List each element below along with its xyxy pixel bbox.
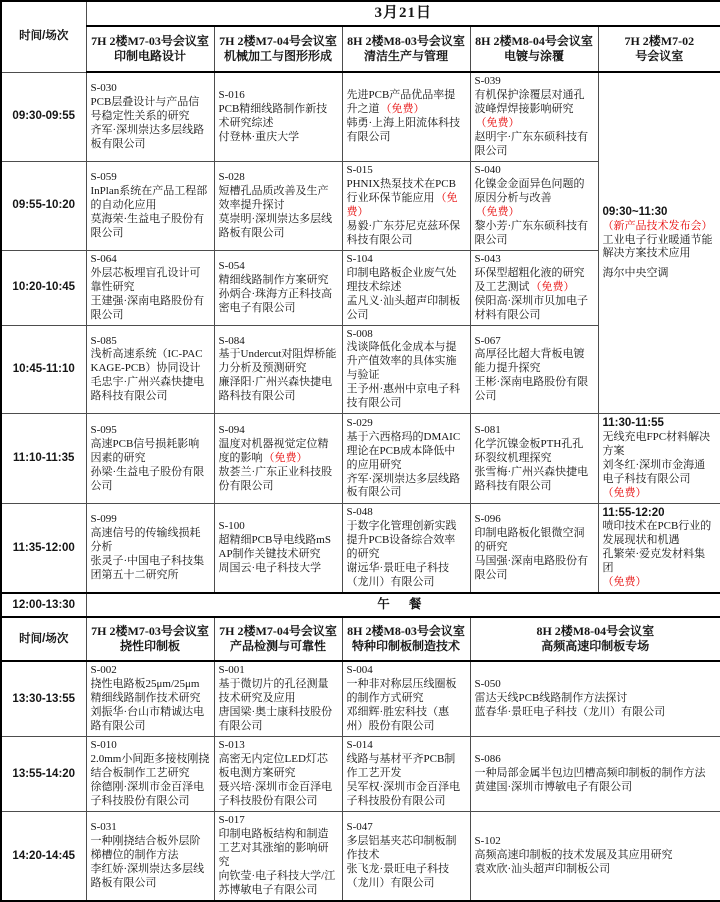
session-cell (470, 250, 598, 325)
session-code: S-015 (346, 163, 373, 176)
free-label: （免费） (263, 451, 308, 464)
session-code: S-010 (90, 739, 117, 752)
session-speaker: 张飞龙·景旺电子科技（龙川）有限公司 (346, 862, 450, 889)
session-speaker: 敖荟兰·广东正业科技股份有限公司 (218, 465, 333, 492)
session-title: 一种局部金属半包边凹槽高频印制板的制作方法 (474, 766, 706, 779)
lunch-label: 午 餐 (86, 593, 720, 617)
session-speaker: 聂兴培·深圳市金百泽电子科技股份有限公司 (218, 780, 333, 807)
session-title-line (475, 767, 717, 781)
session-title: 基于六西格玛的DMAIC理论在PCB成本降低中的应用研究 (346, 430, 461, 471)
session-code: S-084 (218, 334, 245, 347)
session-title-line (347, 753, 466, 781)
session-title: PHNIX热泵技术在PCB行业环保节能应用 (346, 177, 456, 204)
session-speaker: 蓝春华·景旺电子科技（龙川）有限公司 (474, 706, 666, 719)
session-cell (214, 503, 342, 593)
session-speaker: 王予州·惠州中京电子科技有限公司 (346, 383, 461, 410)
schedule-row (1, 72, 720, 161)
session-code: S-008 (346, 327, 373, 340)
session-title-line (91, 678, 210, 706)
session-title: 2.0mm小间距多接枝刚挠结合板制作工艺研究 (90, 753, 210, 779)
session-title-line (347, 178, 466, 220)
session-title-line (219, 678, 338, 706)
session-title: 线路与基材平齐PCB制作工艺开发 (346, 753, 456, 779)
session-code: S-031 (90, 820, 117, 833)
time-axis-header: 时间/场次 (1, 1, 86, 72)
slot-speaker: 孔繁荣·爱克发材料集团 (602, 548, 706, 575)
session-code: S-048 (346, 506, 373, 519)
free-label: （免费） (602, 486, 647, 499)
session-title-line (347, 835, 466, 863)
launch-time: 09:30~11:30 (602, 205, 668, 218)
session-title: 浅谈降低化金成本与提升产值效率的具体实施与验证 (346, 341, 457, 382)
session-title-line (91, 438, 210, 466)
session-title-line (347, 341, 466, 383)
schedule-row (1, 811, 720, 900)
session-code: S-104 (346, 252, 373, 265)
session-title: 多层铝基夹芯印制板制作技术 (346, 834, 457, 861)
special-slot-cell (598, 503, 720, 593)
session-cell (342, 503, 470, 593)
session-title: 高频高速印制板的技术发展及其应用研究 (474, 848, 673, 861)
schedule-row (1, 503, 720, 593)
session-title-line (91, 527, 210, 555)
session-cell (470, 161, 598, 250)
room-header-line1: 8H 2楼M8-04号会议室 (536, 623, 655, 638)
session-code: S-029 (346, 416, 373, 429)
session-code: S-017 (218, 813, 245, 826)
session-title-line (475, 178, 594, 220)
free-label: （免费） (602, 576, 647, 589)
session-title: 短槽孔品质改善及生产效率提升探讨 (218, 184, 329, 211)
session-speaker: 莫崇明·深圳崇达多层线路板有限公司 (218, 212, 333, 239)
session-cell (470, 72, 598, 161)
session-cell (86, 250, 214, 325)
session-title-line (347, 520, 466, 562)
room-header-m8-03 (342, 26, 470, 72)
session-code: S-004 (346, 664, 373, 677)
session-code: S-030 (90, 82, 117, 95)
slot-speaker: 刘冬红·深圳市金海通电子科技有限公司 (602, 458, 706, 485)
room-header-line1: 7H 2楼M7-04号会议室 (219, 623, 337, 638)
session-title: 浅析高速系统（IC-PACKAGE-PCB）协同设计 (90, 348, 203, 375)
session-speaker: 孙梁·生益电子股份有限公司 (90, 465, 205, 492)
slot-time: 11:30-11:55 (602, 417, 664, 430)
product-launch-cell (598, 72, 720, 414)
session-title: 挠性电路板25μm/25μm精细线路制作技术研究 (90, 678, 201, 705)
session-cell (470, 503, 598, 593)
session-speaker: 张雪梅·广州兴森快捷电路科技有限公司 (474, 465, 589, 492)
room-header-line1: 7H 2楼M7-03号会议室 (91, 33, 209, 48)
session-title: 精细线路制作方案研究 (218, 273, 329, 286)
session-speaker: 王建强·深南电路股份有限公司 (90, 294, 205, 321)
session-cell (470, 811, 720, 900)
session-cell (342, 737, 470, 812)
session-code: S-086 (474, 753, 501, 766)
time-slot: 10:45-11:10 (1, 325, 86, 414)
room-topic: 高频高速印制板专场 (541, 639, 650, 654)
date-title-row (1, 1, 720, 26)
free-label: （免费） (346, 191, 458, 218)
session-cell (214, 737, 342, 812)
session-title: 高速PCB信号损耗影响因素的研究 (90, 437, 200, 464)
session-speaker: 韩勇·上海上阳流体科技有限公司 (346, 116, 461, 143)
session-speaker: 吴军权·深圳市金百泽电子科技股份有限公司 (346, 780, 461, 807)
time-slot: 14:20-14:45 (1, 811, 86, 900)
room-topic: 电镀与涂覆 (503, 49, 564, 64)
session-speaker: 邓细辉·胜宏科技（惠州）股份有限公司 (346, 706, 450, 733)
morning-header-row (1, 26, 720, 72)
session-speaker: 齐军·深圳崇达多层线路板有限公司 (90, 123, 205, 150)
session-title: 化学沉镍金板PTH孔孔环裂纹机理探究 (474, 437, 584, 464)
session-speaker: 廉泽阳·广州兴森快捷电路科技有限公司 (218, 376, 333, 403)
session-title: PCB精细线路制作新技术研究综述 (218, 102, 328, 129)
session-title-line (91, 835, 210, 863)
session-cell (342, 250, 470, 325)
session-cell (214, 325, 342, 414)
slot-title: 喷印技术在PCB行业的发展现状和机遇 (602, 520, 712, 547)
room-topic: 产品检测与可靠性 (229, 639, 326, 654)
session-speaker: 向钦莹·电子科技大学/江苏博敏电子有限公司 (218, 869, 336, 896)
room-header-m7-04-pm (214, 617, 342, 661)
room-header-m8-03-pm (342, 617, 470, 661)
session-title-line (91, 96, 210, 124)
session-cell (214, 811, 342, 900)
session-title-line (219, 828, 338, 870)
session-speaker: 马国强·深南电路股份有限公司 (474, 554, 589, 581)
session-title-line (91, 185, 210, 213)
session-speaker: 孙炳合·珠海方正科技高密电子有限公司 (218, 287, 333, 314)
session-code: S-039 (474, 75, 501, 88)
free-label: （免费） (475, 116, 520, 129)
session-cell (214, 161, 342, 250)
room-topic: 特种印制板制造技术 (351, 639, 460, 654)
session-cell (470, 325, 598, 414)
session-code: S-014 (346, 739, 373, 752)
session-speaker: 唐国梁·奥士康科技股份有限公司 (218, 706, 333, 733)
session-cell (342, 661, 470, 736)
session-code: S-001 (218, 664, 245, 677)
time-slot: 11:10-11:35 (1, 414, 86, 503)
session-code: S-081 (474, 423, 501, 436)
session-code: S-016 (218, 89, 245, 102)
session-title-line (219, 103, 338, 131)
session-speaker: 付登林·重庆大学 (218, 130, 300, 143)
slot-time: 11:55-12:20 (602, 506, 665, 519)
session-title: 温度对机器视觉定位精度的影响 (218, 437, 329, 464)
session-code: S-096 (474, 513, 501, 526)
time-slot: 09:30-09:55 (1, 72, 86, 161)
session-speaker: 毛忠宇·广州兴森快捷电路科技有限公司 (90, 376, 205, 403)
session-title-line (347, 267, 466, 295)
room-header-line1: 7H 2楼M7-04号会议室 (219, 33, 337, 48)
session-cell (86, 503, 214, 593)
session-cell (214, 250, 342, 325)
session-title: 基于微切片的孔径测量技术研究及应用 (218, 678, 329, 705)
session-speaker: 周国云·电子科技大学 (218, 561, 322, 574)
session-title: 印制电路板企业废气处理技术综述 (346, 266, 457, 293)
session-code: S-095 (90, 423, 117, 436)
session-title-line (347, 431, 466, 473)
time-slot: 13:55-14:20 (1, 737, 86, 812)
session-title-line (91, 267, 210, 295)
session-speaker: 张灵子·中国电子科技集团第五十二研究所 (90, 554, 205, 581)
session-cell (214, 661, 342, 736)
room-header-m8-04 (470, 26, 598, 72)
session-cell (342, 161, 470, 250)
session-title: 超精细PCB导电线路mSAP制作关键技术研究 (218, 534, 331, 560)
session-title: 环保型超粗化液的研究及工艺测试 (474, 266, 585, 293)
session-title-line (219, 348, 338, 376)
session-title-line (347, 89, 466, 117)
time-axis-header: 时间/场次 (1, 617, 86, 661)
session-cell (342, 811, 470, 900)
session-code: S-054 (218, 259, 245, 272)
session-title-line (91, 348, 210, 376)
session-title: 印制电路板化银微空洞的研究 (474, 527, 585, 553)
session-code: S-028 (218, 170, 245, 183)
session-cell (342, 325, 470, 414)
session-title: 高速信号的传输线损耗分析 (90, 527, 201, 553)
session-code: S-099 (90, 513, 117, 526)
date-title: 3月21日 (86, 1, 720, 26)
session-title-line (475, 849, 717, 863)
session-title-line (475, 692, 717, 706)
room-topic: 挠性印制板 (119, 639, 180, 654)
session-speaker: 黄建国·深圳市博敏电子有限公司 (474, 780, 633, 793)
session-speaker: 刘振华·台山市精诚达电路有限公司 (90, 706, 205, 733)
room-header-line1: 8H 2楼M8-03号会议室 (347, 33, 465, 48)
session-title-line (475, 438, 594, 466)
launch-label: （新产品技术发布会） (602, 219, 713, 232)
session-title-line (475, 267, 594, 295)
schedule-row (1, 661, 720, 736)
room-header-m7-02 (598, 26, 720, 72)
session-title: 基于Undercut对阻焊桥能力分析及预测研究 (218, 348, 337, 375)
room-topic: 号会议室 (635, 49, 684, 64)
session-cell (86, 811, 214, 900)
afternoon-header-row (1, 617, 720, 661)
session-title: 高密无内定位LED灯芯板电测方案研究 (218, 753, 328, 779)
session-cell (342, 414, 470, 503)
session-title: 有机保护涂覆层对通孔波峰焊焊接影响研究 (474, 89, 585, 115)
room-header-m7-03-pm (86, 617, 214, 661)
free-label: （免费） (475, 205, 520, 218)
session-title-line (219, 438, 338, 466)
room-header-line1: 7H 2楼M7-02 (624, 33, 695, 48)
session-title: 先进PCB产品优品率提升之道 (346, 89, 456, 115)
room-topic: 清洁生产与管理 (363, 49, 448, 64)
session-cell (470, 661, 720, 736)
session-title: InPlan系统在产品工程部的自动化应用 (90, 184, 208, 211)
session-speaker: 袁欢欣·汕头超声印制板公司 (474, 862, 611, 875)
session-code: S-067 (474, 334, 501, 347)
lunch-time: 12:00-13:30 (1, 593, 86, 617)
session-code: S-064 (90, 252, 117, 265)
room-header-line1: 8H 2楼M8-04号会议室 (475, 33, 593, 48)
session-title: 一种非对称层压线圈板的制作方式研究 (346, 678, 457, 705)
session-title-line (91, 753, 210, 781)
session-title-line (219, 534, 338, 562)
session-code: S-094 (218, 423, 245, 436)
session-cell (214, 72, 342, 161)
launch-org: 海尔中央空调 (602, 267, 669, 280)
session-code: S-059 (90, 170, 117, 183)
schedule-row (1, 737, 720, 812)
session-title-line (475, 89, 594, 131)
session-speaker: 易毅·广东芬尼克兹环保科技有限公司 (346, 219, 461, 246)
session-title-line (219, 185, 338, 213)
room-topic: 印制电路设计 (113, 49, 186, 64)
session-code: S-085 (90, 334, 117, 347)
special-slot-cell (598, 414, 720, 503)
session-title: 于数字化管理创新实践提升PCB设备综合效率的研究 (346, 520, 457, 560)
session-cell (86, 737, 214, 812)
session-speaker: 孟凡义·汕头超声印制板公司 (346, 294, 461, 321)
time-slot: 11:35-12:00 (1, 503, 86, 593)
lunch-row (1, 593, 720, 617)
session-code: S-043 (474, 252, 501, 265)
session-speaker: 谢远华·景旺电子科技（龙川）有限公司 (346, 561, 450, 588)
session-cell (86, 661, 214, 736)
session-cell (342, 72, 470, 161)
room-topic: 机械加工与图形形成 (223, 49, 332, 64)
session-code: S-013 (218, 739, 245, 752)
session-cell (214, 414, 342, 503)
session-title: PCB层叠设计与产品信号稳定性关系的研究 (90, 96, 200, 122)
session-title: 雷达天线PCB线路制作方法探讨 (474, 692, 628, 705)
session-speaker: 李红娇·深圳崇达多层线路板有限公司 (90, 862, 205, 889)
session-cell (86, 72, 214, 161)
slot-title: 无线充电FPC材料解决方案 (602, 430, 711, 457)
time-slot: 10:20-10:45 (1, 250, 86, 325)
schedule-row (1, 414, 720, 503)
session-cell (86, 325, 214, 414)
session-title: 一种刚挠结合板外层阶梯槽位的制作方法 (90, 834, 201, 861)
session-code: S-100 (218, 520, 245, 533)
session-title-line (475, 527, 594, 555)
room-header-m7-04 (214, 26, 342, 72)
session-speaker: 王彬·深南电路股份有限公司 (474, 376, 589, 403)
session-speaker: 莫海荣·生益电子股份有限公司 (90, 212, 205, 239)
launch-body: 工业电子行业暖通节能解决方案技术应用 (602, 233, 713, 260)
session-title: 化镍金金面异色问题的原因分析与改善 (474, 177, 585, 204)
session-code: S-002 (90, 664, 117, 677)
session-code: S-102 (474, 834, 501, 847)
session-cell (86, 161, 214, 250)
session-code: S-040 (474, 163, 501, 176)
session-title: 外层芯板埋盲孔设计可靠性研究 (90, 266, 201, 293)
room-header-line1: 7H 2楼M7-03号会议室 (91, 623, 209, 638)
session-code: S-047 (346, 820, 373, 833)
room-header-line1: 8H 2楼M8-03号会议室 (347, 623, 465, 638)
session-title: 印制电路板结构和制造工艺对其涨缩的影响研究 (218, 827, 329, 868)
session-title: 高厚径比超大背板电镀能力提升探究 (474, 348, 585, 375)
session-speaker: 黎小芳·广东东硕科技有限公司 (474, 219, 589, 246)
session-title-line (347, 678, 466, 706)
session-cell (86, 414, 214, 503)
session-speaker: 齐军·深圳崇达多层线路板有限公司 (346, 472, 461, 499)
room-header-m8-04-pm (470, 617, 720, 661)
free-label: （免费） (380, 102, 425, 115)
time-slot: 09:55-10:20 (1, 161, 86, 250)
session-cell (470, 737, 720, 812)
session-cell (470, 414, 598, 503)
free-label: （免费） (530, 280, 575, 293)
session-speaker: 徐德刚·深圳市金百泽电子科技股份有限公司 (90, 780, 205, 807)
session-title-line (219, 274, 338, 288)
room-header-m7-03 (86, 26, 214, 72)
session-title-line (219, 753, 338, 781)
time-slot: 13:30-13:55 (1, 661, 86, 736)
session-speaker: 赵明宇·广东东硕科技有限公司 (474, 130, 589, 157)
session-code: S-050 (474, 678, 501, 691)
session-title-line (475, 348, 594, 376)
session-speaker: 侯阳高·深圳市贝加电子材料有限公司 (474, 294, 589, 321)
